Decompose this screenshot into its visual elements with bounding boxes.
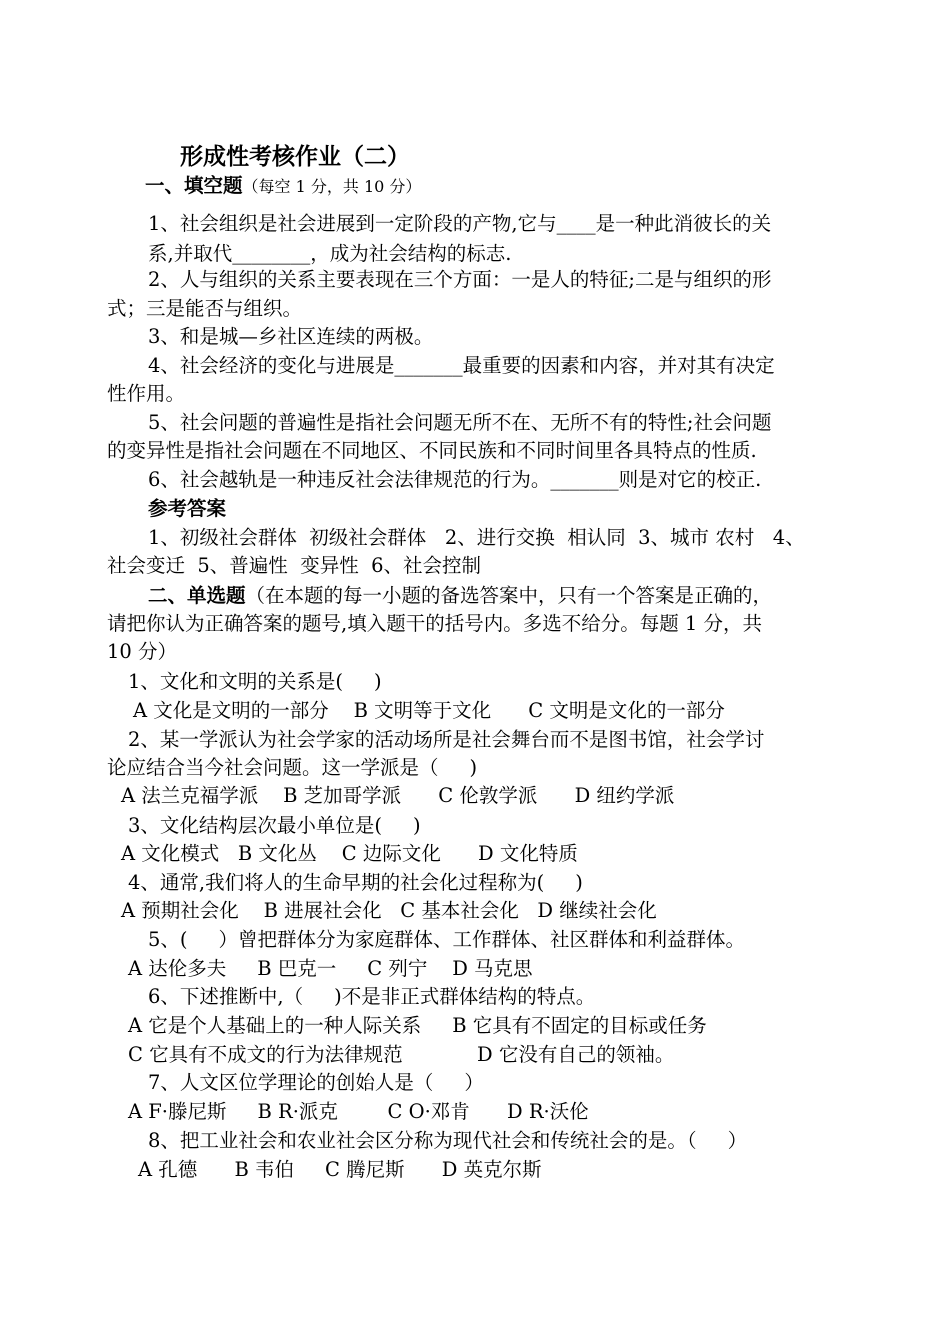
section2-note-2: 请把你认为正确答案的题号,填入题干的括号内。多选不给分。每题 1 分，共 [107,612,763,635]
s1-line-4: 式；三是能否与组织。 [107,297,303,320]
s2-line-4: 论应结合当今社会问题。这一学派是（ ) [107,756,478,779]
s1-line-5: 3、和是城—乡社区连续的两极。 [148,325,434,348]
section2-heading-line [148,582,772,610]
s2-line-8: 4、通常,我们将人的生命早期的社会化过程称为( ) [128,871,583,894]
s2-line-16: A F·滕尼斯 B R·派克 C O·邓肯 D R·沃伦 [128,1100,589,1123]
s1-line-1: 1、社会组织是社会进展到一定阶段的产物,它与____是一种此消彼长的关 [148,212,772,235]
s2-line-2: A 文化是文明的一部分 B 文明等于文化 C 文明是文化的一部分 [133,699,725,722]
section1-heading: 一、填空题 [145,174,243,197]
s1-line-9: 的变异性是指社会问题在不同地区、不同民族和不同时间里各具特点的性质. [107,439,757,462]
section2-note-3: 10 分） [107,640,178,663]
s1-line-6: 4、社会经济的变化与进展是_______最重要的因素和内容，并对其有决定 [148,354,775,377]
s2-line-12: 6、下述推断中,（ )不是非正式群体结构的特点。 [148,985,596,1008]
s2-line-7: A 文化模式 B 文化丛 C 边际文化 D 文化特质 [121,842,578,865]
s2-line-3: 2、某一学派认为社会学家的活动场所是社会舞台而不是图书馆，社会学讨 [128,728,765,751]
s1-line-2: 系,并取代________，成为社会结构的标志. [148,242,512,265]
s2-line-1: 1、文化和文明的关系是( ) [128,670,382,693]
section1-note: （每空 1 分，共 10 分） [242,177,422,196]
s2-line-5: A 法兰克福学派 B 芝加哥学派 C 伦敦学派 D 纽约学派 [121,784,675,807]
section1-heading-line [145,172,421,201]
answers-line-1: 1、初级社会群体 初级社会群体 2、进行交换 相认同 3、城市 农村 4、 [148,526,805,549]
s2-line-15: 7、人文区位学理论的创始人是（ ） [148,1071,484,1094]
answers-heading: 参考答案 [148,497,227,520]
s2-line-6: 3、文化结构层次最小单位是( ) [128,814,421,837]
answers-line-2: 社会变迁 5、普遍性 变异性 6、社会控制 [107,554,482,577]
s2-line-10: 5、( ）曾把群体分为家庭群体、工作群体、社区群体和利益群体。 [148,928,746,951]
section2-heading: 二、单选题 [148,584,246,607]
s2-line-17: 8、把工业社会和农业社会区分称为现代社会和传统社会的是。（ ） [148,1129,748,1152]
s2-line-9: A 预期社会化 B 进展社会化 C 基本社会化 D 继续社会化 [121,899,657,922]
section2-note-1: （在本题的每一小题的备选答案中，只有一个答案是正确的， [245,584,773,607]
s2-line-13: A 它是个人基础上的一种人际关系 B 它具有不固定的目标或任务 [128,1014,707,1037]
s2-line-18: A 孔德 B 韦伯 C 腾尼斯 D 英克尔斯 [138,1158,542,1181]
s1-line-8: 5、社会问题的普遍性是指社会问题无所不在、无所不有的特性;社会问题 [148,411,772,434]
s1-line-3: 2、人与组织的关系主要表现在三个方面：一是人的特征;二是与组织的形 [148,268,772,291]
s2-line-11: A 达伦多夫 B 巴克一 C 列宁 D 马克思 [128,957,533,980]
page-title: 形成性考核作业（二） [180,143,410,170]
s1-line-10: 6、社会越轨是一种违反社会法律规范的行为。_______则是对它的校正. [148,468,762,491]
s2-line-14: C 它具有不成文的行为法律规范 D 它没有自己的领袖。 [128,1043,675,1066]
s1-line-7: 性作用。 [107,382,186,405]
